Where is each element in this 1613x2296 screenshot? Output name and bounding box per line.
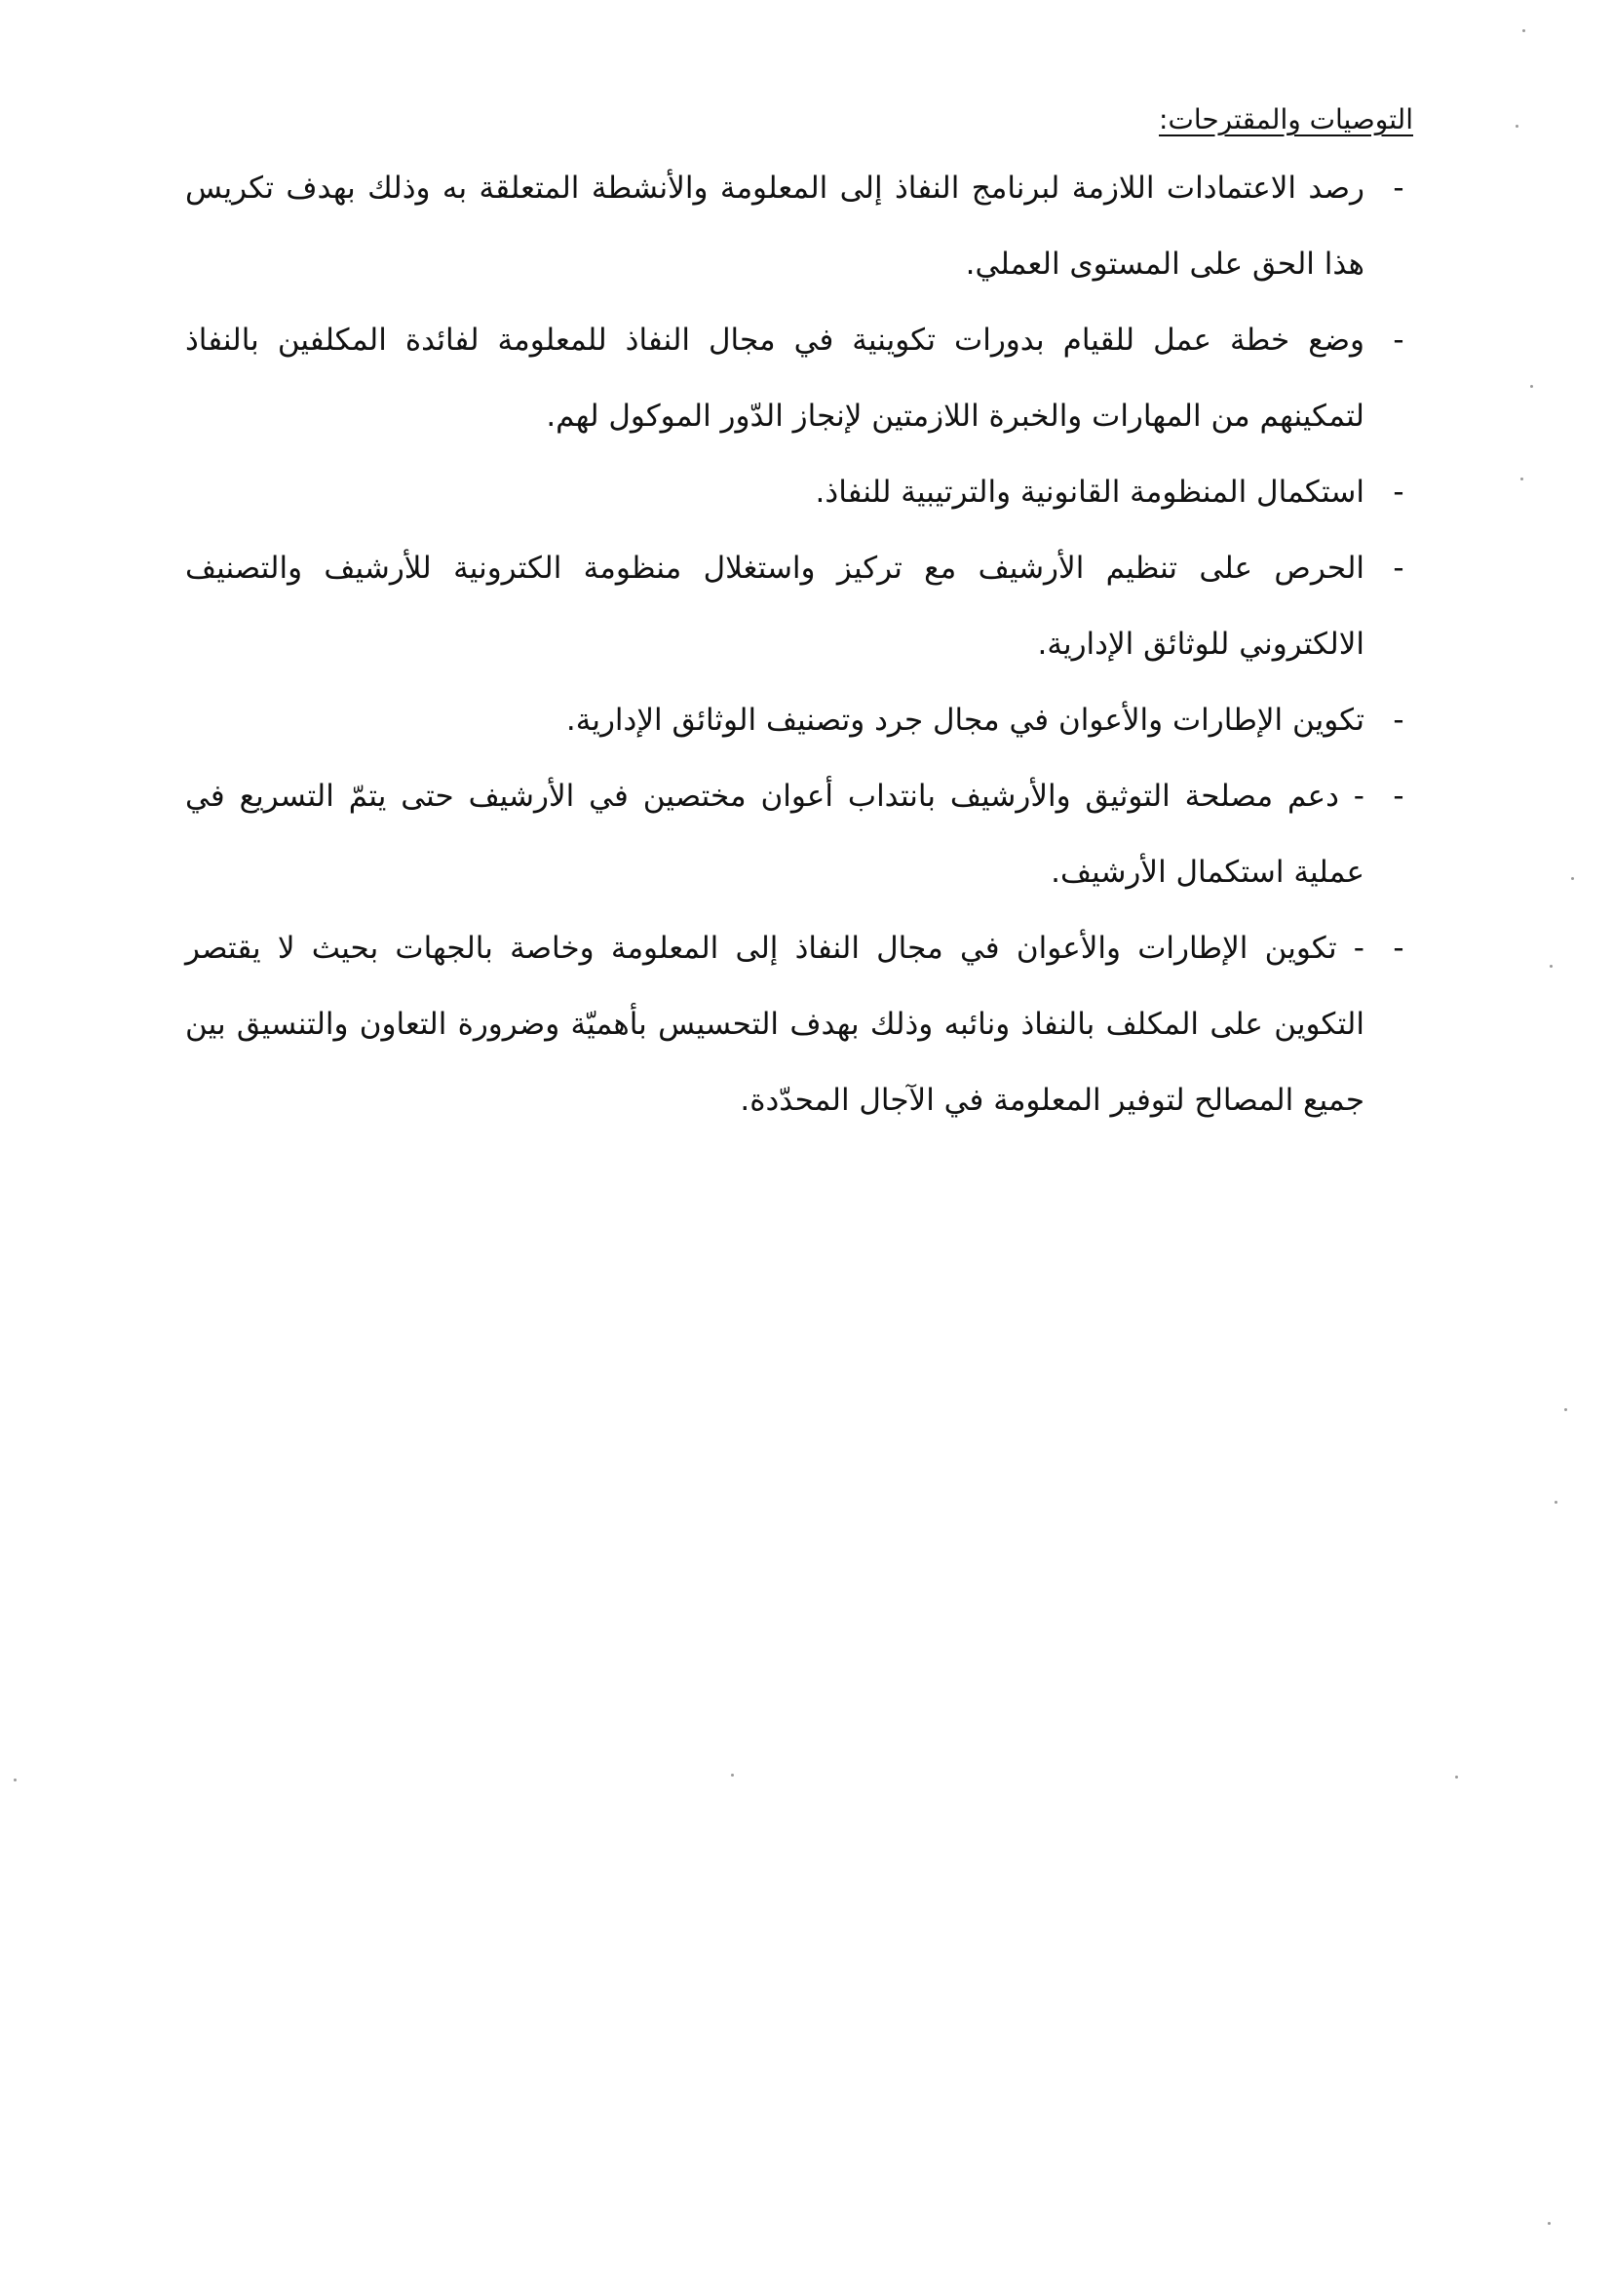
scan-speck	[1555, 1501, 1557, 1504]
scan-speck	[1520, 478, 1523, 480]
list-item	[185, 758, 1413, 910]
list-item-text: - تكوين الإطارات والأعوان في مجال النفاذ إلى المعلومة وخاصة بالجهات بحيث لا يقتصر التكوين على المكلف بالنفاذ ونائبه وذلك بهدف التحسيس بأهميّة وضرورة التعاون والتنسيق بين جميع المصالح لتوفير المعلومة في الآجال المحدّدة.	[185, 931, 1364, 1118]
bullet-dash: -	[1393, 931, 1404, 966]
bullet-dash: -	[1393, 551, 1404, 586]
scan-speck	[1522, 29, 1525, 32]
list-item	[185, 910, 1413, 1138]
bullet-dash: -	[1393, 171, 1404, 206]
scan-speck	[1530, 385, 1533, 388]
scan-speck	[1455, 1776, 1458, 1779]
list-item-text: رصد الاعتمادات اللازمة لبرنامج النفاذ إلى المعلومة والأنشطة المتعلقة به وذلك بهدف تكريس هذا الحق على المستوى العملي.	[185, 171, 1364, 282]
list-item	[185, 530, 1413, 682]
bullet-dash: -	[1393, 323, 1404, 358]
list-item	[185, 454, 1413, 530]
bullet-dash: -	[1393, 703, 1404, 738]
list-item-text: استكمال المنظومة القانونية والترتيبية للنفاذ.	[815, 475, 1364, 510]
list-item	[185, 682, 1413, 758]
bullet-dash: -	[1393, 779, 1404, 814]
scan-speck	[1516, 125, 1518, 128]
list-item-text: - دعم مصلحة التوثيق والأرشيف بانتداب أعوان مختصين في الأرشيف حتى يتمّ التسريع في عملية استكمال الأرشيف.	[185, 779, 1364, 890]
recommendations-list	[185, 150, 1413, 1138]
list-item-text: وضع خطة عمل للقيام بدورات تكوينية في مجال النفاذ للمعلومة لفائدة المكلفين بالنفاذ لتمكينهم من المهارات والخبرة اللازمتين لإنجاز الدّور الموكول لهم.	[185, 323, 1364, 434]
scan-speck	[731, 1774, 734, 1777]
document-content	[185, 97, 1413, 1138]
scan-speck	[1571, 877, 1574, 880]
list-item	[185, 302, 1413, 454]
list-item-text: تكوين الإطارات والأعوان في مجال جرد وتصنيف الوثائق الإدارية.	[565, 703, 1364, 738]
scan-speck	[1550, 965, 1553, 968]
section-heading: التوصيات والمقترحات:	[1159, 103, 1413, 135]
list-item-text: الحرص على تنظيم الأرشيف مع تركيز واستغلال منظومة الكترونية للأرشيف والتصنيف الالكتروني للوثائق الإدارية.	[185, 551, 1364, 662]
scan-speck	[1564, 1408, 1567, 1411]
scan-speck	[14, 1779, 17, 1781]
scan-speck	[1548, 2222, 1551, 2225]
list-item	[185, 150, 1413, 302]
bullet-dash: -	[1393, 475, 1404, 510]
